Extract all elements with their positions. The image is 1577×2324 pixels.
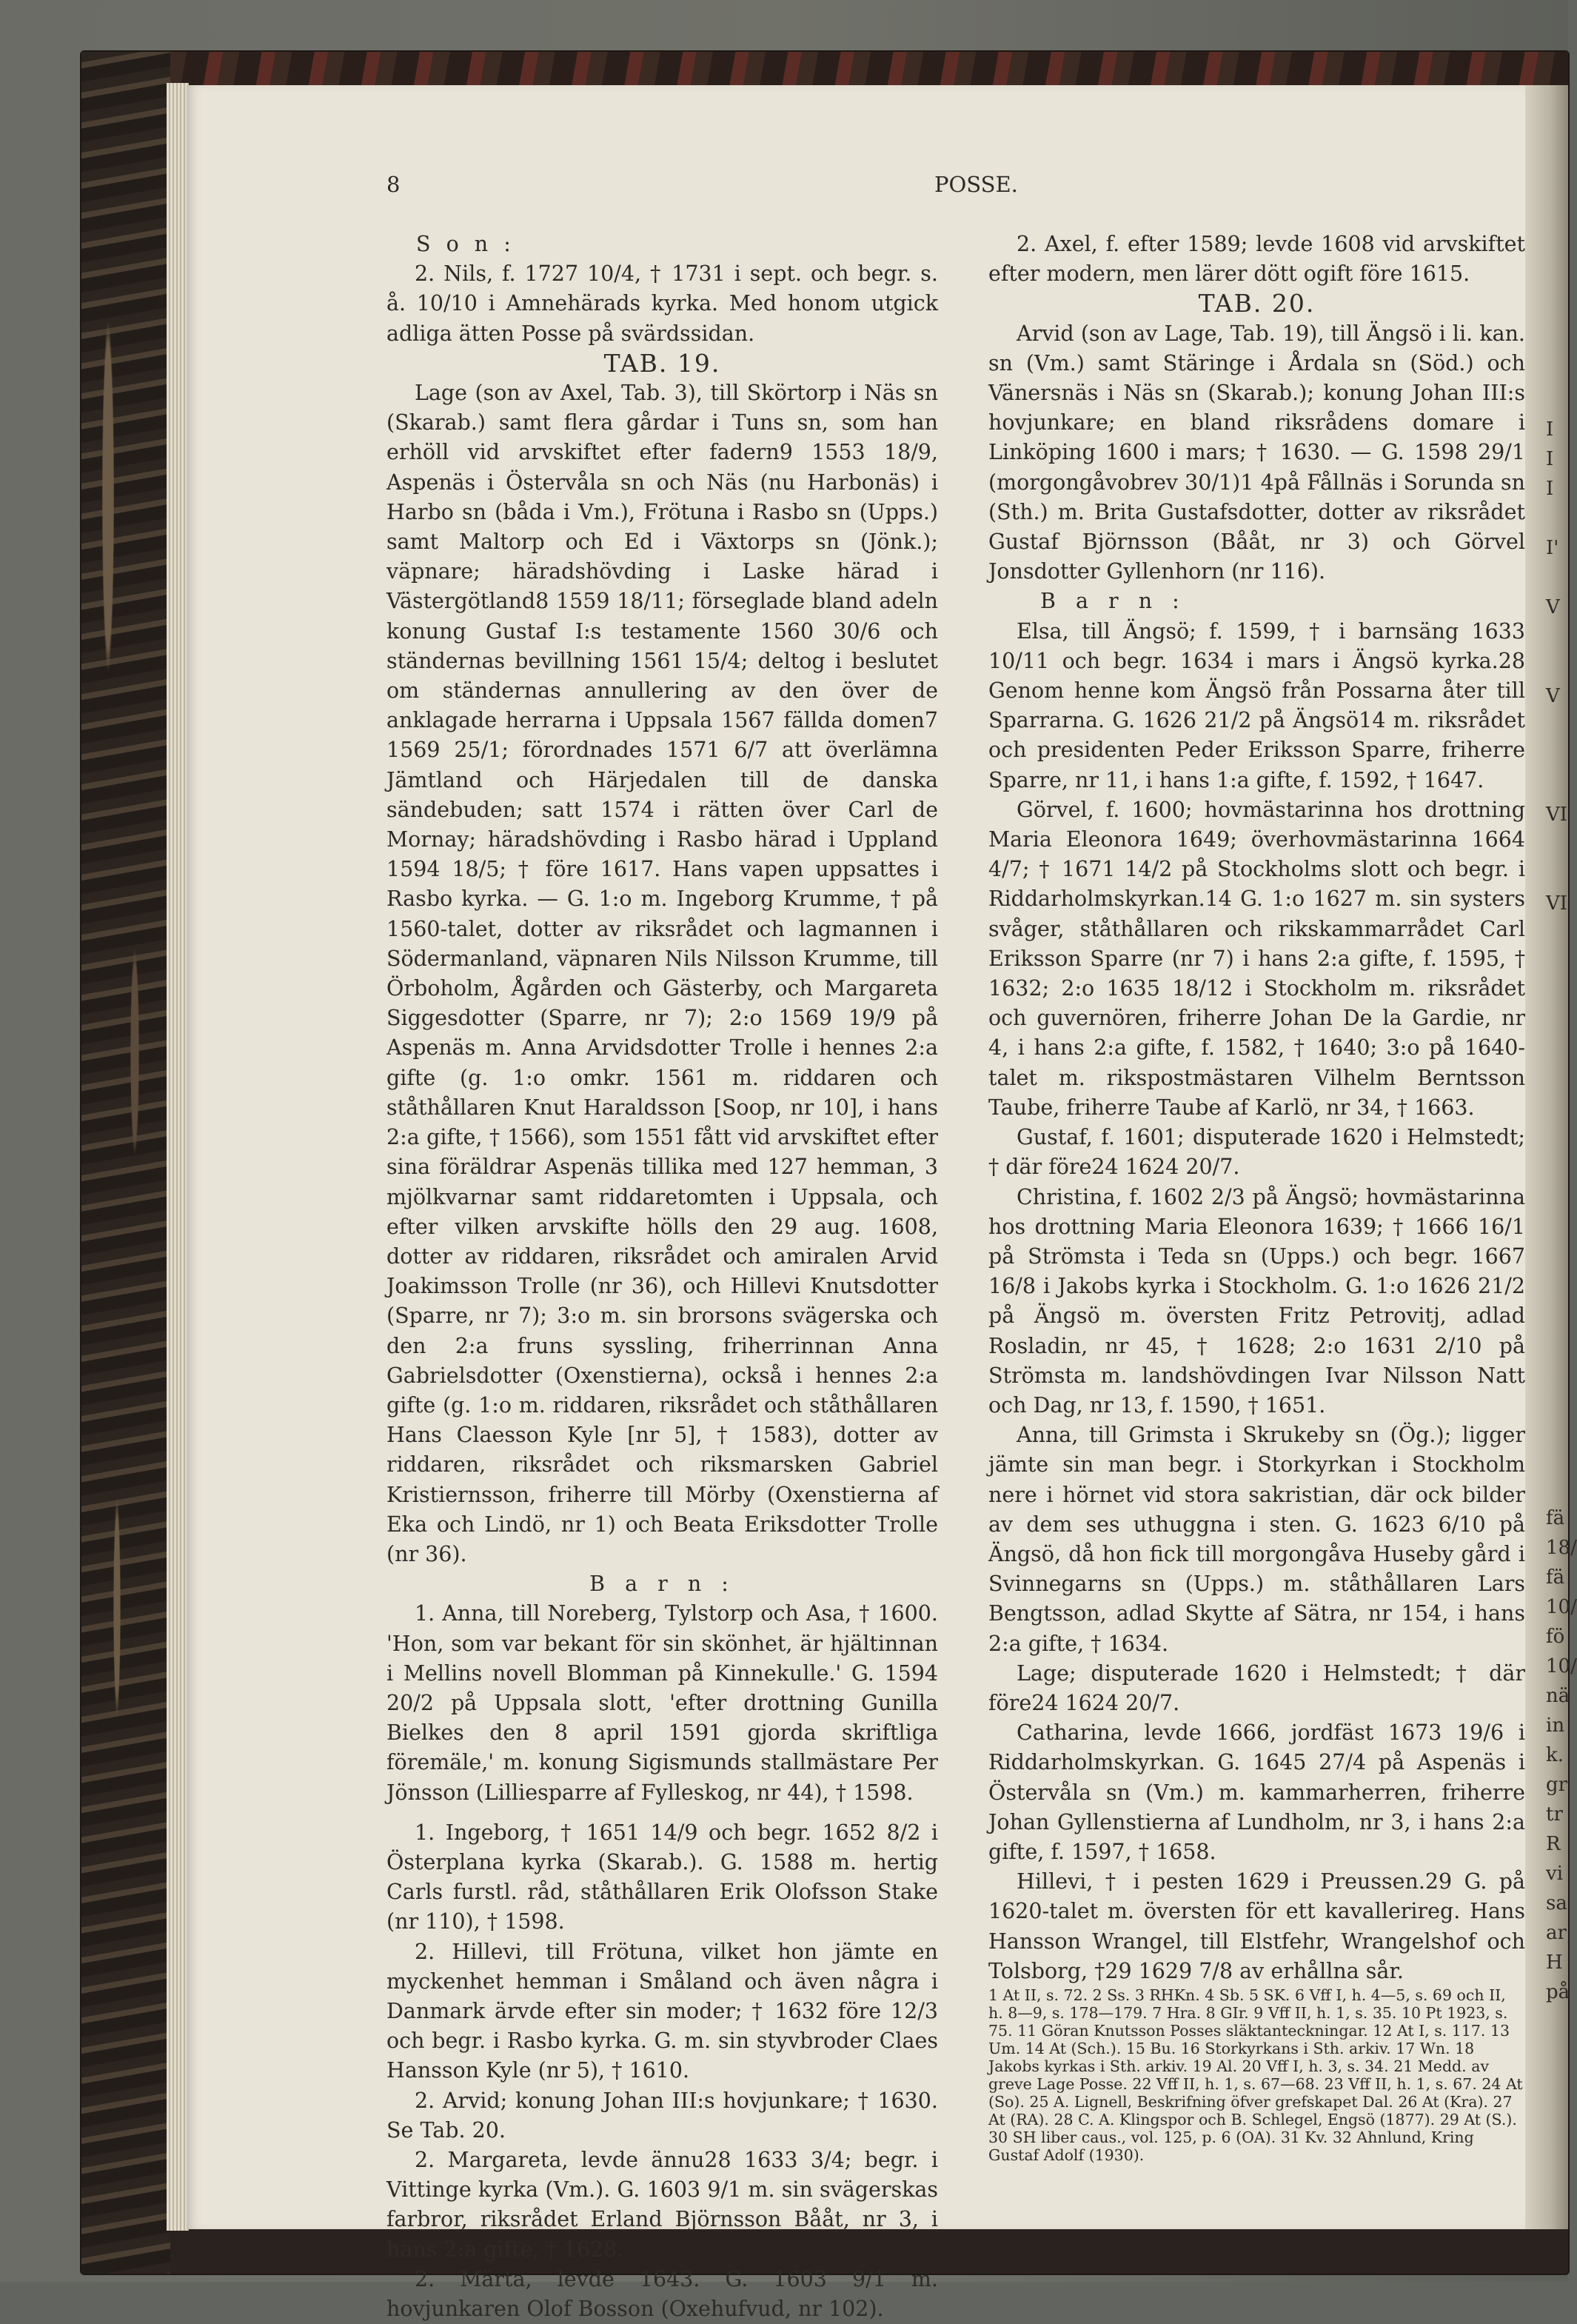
child-hillevi: 2. Hillevi, till Frötuna, vilket hon jämte en myckenhet hemman i Småland och även några i Danmark ärvde efter sin moder; † 1632 före 12/3 och begr. i Rasbo kyrka. G. m. sin styvbroder Claes Hansson Kyle (nr 5), † 1610. [386, 1939, 938, 2083]
next-page-margin [1546, 415, 1577, 2007]
margin-fragment: I [1546, 478, 1554, 500]
margin-fragment: V [1546, 685, 1560, 707]
margin-fragment: ar [1546, 1922, 1567, 1944]
margin-fragment: R [1546, 1833, 1561, 1855]
child-catharina: Catharina, levde 1666, jordfäst 1673 19/6 i Riddarholmskyrkan. G. 1645 27/4 på Aspenäs i Östervåla sn (Vm.) m. kammarherren, friherre Johan Gyllenstierna af Lundholm, nr 3, i hans 2:a gifte, f. 1597, † 1658. [988, 1720, 1525, 1864]
child-hillevi-2: Hillevi, † i pesten 1629 i Preussen.29 G. på 1620-talet m. översten för ett kavallerireg. Hans Hansson Wrangel, till Elstfehr, Wrangelshof och Tolsborg, †29 1629 7/8 av erhållna sår. [988, 1869, 1525, 1983]
margin-fragment: 18/ [1546, 1537, 1577, 1559]
child-margareta: 2. Margareta, levde ännu28 1633 3/4; begr. i Vittinge kyrka (Vm.). G. 1603 9/1 m. sin svägerskas farbror, riksrådet Erland Björnsson Bååt, nr 3, i hans 2:a gifte, † 1628. [386, 2148, 938, 2262]
margin-fragment: 10/ [1546, 1596, 1577, 1618]
margin-fragment: på [1546, 1981, 1570, 2003]
right-column [988, 230, 1525, 2164]
cover-spine-marbled [81, 52, 170, 2274]
margin-fragment: vi [1546, 1863, 1564, 1885]
margin-fragment: sa [1546, 1892, 1567, 1914]
child-gustaf: Gustaf, f. 1601; disputerade 1620 i Helmstedt; † där före24 1624 20/7. [988, 1125, 1525, 1180]
entry-arvid: Arvid (son av Lage, Tab. 19), till Ängsö i li. kan. sn (Vm.) samt Stäringe i Årdala sn (Söd.) och Vänersnäs i Näs sn (Skarab.); konung Johan III:s hovjunkare; en bland riksrådens domare i Linköping 1600 i mars; † 1630. — G. 1598 29/1 (morgongåvobrev 30/1)1 4på Fållnäs i Sorunda sn (Sth.) m. Brita Gustafsdotter, dotter av riksrådet Gustaf Björnsson (Bååt, nr 3) och Görvel Jonsdotter Gyllenhorn (nr 116). [988, 321, 1525, 584]
entry-nils: 2. Nils, f. 1727 10/4, † 1731 i sept. och begr. s. å. 10/10 i Amnehärads kyrka. Med honom utgick adliga ätten Posse på svärdssidan. [386, 261, 938, 346]
child-ingeborg: 1. Ingeborg, † 1651 14/9 och begr. 1652 8/2 i Österplana kyrka (Skarab.). G. 1588 m. hertig Carls furstl. råd, ståthållaren Erik Olofsson Stake (nr 110), † 1598. [386, 1820, 938, 1934]
child-marta: 2. Märta, levde 1643. G. 1603 9/1 m. hovjunkaren Olof Bosson (Oxehufvud, nr 102). [386, 2266, 938, 2322]
child-christina: Christina, f. 1602 2/3 på Ängsö; hovmästarinna hos drottning Maria Eleonora 1639; † 1666 16/1 på Strömsta i Teda sn (Upps.) och begr. 1667 16/8 i Jakobs kyrka i Stockholm. G. 1:o 1626 21/2 på Ängsö m. översten Fritz Petrovitj, adlad Rosladin, nr 45, † 1628; 2:o 1631 2/10 på Strömsta m. landshövdingen Ivar Nilsson Natt och Dag, nr 13, f. 1590, † 1651. [988, 1184, 1525, 1418]
margin-fragment: nä [1546, 1685, 1570, 1707]
margin-fragment: VI [1546, 804, 1568, 826]
tab-20-heading: TAB. 20. [1198, 289, 1316, 318]
left-column [386, 230, 938, 2324]
child-gorvel: Görvel, f. 1600; hovmästarinna hos drottning Maria Eleonora 1649; överhovmästarinna 1664 4/7; † 1671 14/2 på Stockholms slott och begr. i Riddarholmskyrkan.14 G. 1:o 1627 m. sin systers svåger, ståthållaren och rikskammarrådet Carl Eriksson Sparre (nr 7) i hans 2:a gifte, f. 1595, † 1632; 2:o 1635 18/12 i Stockholm m. riksrådet och guvernören, friherre Johan De la Gardie, nr 4, i hans 2:a gifte, f. 1582, † 1640; 3:o på 1640-talet m. rikspostmästaren Vilhelm Berntsson Taube, friherre Taube af Karlö, nr 34, † 1663. [988, 797, 1525, 1120]
page-edges [167, 83, 189, 2231]
margin-fragment: tr [1546, 1803, 1563, 1826]
section-label-barn-2: B a r n : [1040, 589, 1186, 614]
section-label-barn: B a r n : [589, 1572, 735, 1597]
child-axel: 2. Axel, f. efter 1589; levde 1608 vid arvskiftet efter modern, men lärer dött ogift före 1615. [988, 232, 1525, 287]
section-label-son: S o n : [416, 232, 515, 256]
margin-fragment: fä [1546, 1566, 1565, 1589]
footnotes: 1 At II, s. 72. 2 Ss. 3 RHKn. 4 Sb. 5 SK. 6 Vff I, h. 4—5, s. 69 och II, h. 8—9, s. 178—179. 7 Hra. 8 GIr. 9 Vff II, h. 1, s. 35. 10 Pt 1923, s. 75. 11 Göran Knutsson Posses släktanteckningar. 12 At I, s. 117. 13 Um. 14 At (Sch.). 15 Bu. 16 Storkyrkans i Sth. arkiv. 17 Wn. 18 Jakobs kyrkas i Sth. arkiv. 19 Al. 20 Vff I, h. 3, s. 34. 21 Medd. av greve Lage Posse. 22 Vff II, h. 1, s. 67—68. 23 Vff II, h. 1, s. 67. 24 At (So). 25 A. Lignell, Beskrifning öfver grefskapet Dal. 26 At (Kra). 27 At (RA). 28 C. A. Klingspor och B. Schlegel, Engsö (1877). 29 At (S.). 30 SH liber caus., vol. 125, p. 6 (OA). 31 Kv. 32 Ahnlund, Kring Gustaf Adolf (1930). [988, 1986, 1523, 2164]
margin-fragment: I [1546, 448, 1554, 470]
running-title: POSSE. [934, 172, 1018, 197]
child-lage: Lage; disputerade 1620 i Helmstedt; † där före24 1624 20/7. [988, 1660, 1525, 1715]
margin-fragment: 10/ [1546, 1655, 1577, 1677]
child-elsa: Elsa, till Ängsö; f. 1599, † i barnsäng 1633 10/11 och begr. 1634 i mars i Ängsö kyrka.28 Genom henne kom Ängsö från Possarna åter till Sparrarna. G. 1626 21/2 på Ängsö14 m. riksrådet och presidenten Peder Eriksson Sparre, friherre Sparre, nr 11, i hans 1:a gifte, f. 1592, † 1647. [988, 618, 1525, 792]
margin-fragment: I' [1546, 537, 1559, 559]
child-anna-2: Anna, till Grimsta i Skrukeby sn (Ög.); ligger jämte sin man begr. i Storkyrkan i Stockholm nere i hörnet vid stora sakristian, där ock bilder av dem ses uthuggna i sten. G. 1623 6/10 på Ängsö, då hon fick till morgongåva Huseby gård i Svinnegarns sn (Upps.) m. ståthållaren Lars Bengtsson, adlad Skytte af Sätra, nr 154, i hans 2:a gifte, † 1634. [988, 1423, 1525, 1656]
entry-lage: Lage (son av Axel, Tab. 3), till Skörtorp i Näs sn (Skarab.) samt flera gårdar i Tuns sn, som han erhöll vid arvskiftet efter fadern9 1553 18/9, Aspenäs i Östervåla sn och Näs (nu Harbonäs) i Harbo sn (båda i Vm.), Frötuna i Rasbo sn (Upps.) samt Maltorp och Ed i Växtorps sn (Jönk.); väpnare; häradshövding i Laske härad i Västergötland8 1559 18/11; förseglade bland adeln konung Gustaf I:s testamente 1560 30/6 och ständernas bevillning 1561 15/4; deltog i beslutet om ständernas annullering av den över de anklagade herrarna i Uppsala 1567 fällda domen7 1569 25/1; förordnades 1571 6/7 att överlämna Jämtland och Härjedalen till de danska sändebuden; satt 1574 i rätten över Carl de Mornay; häradshövding i Rasbo härad i Uppland 1594 18/5; † före 1617. Hans vapen uppsattes i Rasbo kyrka. — G. 1:o m. Ingeborg Krumme, † på 1560-talet, dotter av riksrådet och lagmannen i Södermanland, väpnaren Nils Nilsson Krumme, till Örboholm, Ågården och Gästerby, och Margareta Siggesdotter (Sparre, nr 7); 2:o 1569 19/9 på Aspenäs m. Anna Arvidsdotter Trolle i hennes 2:a gifte (g. 1:o omkr. 1561 m. riddaren och ståthållaren Knut Haraldsson [Soop, nr 10], i hans 2:a gifte, † 1566), som 1551 fått vid arvskiftet efter sina föräldrar Aspenäs tillika med 127 hemman, 3 mjölkvarnar samt riddaretomten i Uppsala, och efter vilken arvskifte hölls den 29 aug. 1608, dotter av riddaren, riksrådet och amiralen Arvid Joakimsson Trolle (nr 36), och Hillevi Knutsdotter (Sparre, nr 7); 3:o m. sin brorsons svägerska och den 2:a fruns syssling, friherrinnan Anna Gabrielsdotter (Oxenstierna), också i hennes 2:a gifte (g. 1:o m. riddaren, riksrådet och ståthållaren Hans Claesson Kyle [nr 5], † 1583), dotter av riddaren, riksrådet och riksmarsken Gabriel Kristiernsson, friherre till Mörby (Oxenstierna af Eka och Lindö, nr 1) och Beata Eriksdotter Trolle (nr 36). [386, 381, 938, 1566]
margin-fragment: k. [1546, 1744, 1564, 1766]
margin-fragment: gr [1546, 1774, 1568, 1796]
tab-19-heading: TAB. 19. [603, 348, 721, 378]
margin-fragment: fä [1546, 1507, 1565, 1529]
margin-fragment: H [1546, 1951, 1563, 1974]
margin-fragment: VI [1546, 892, 1568, 915]
child-anna: 1. Anna, till Noreberg, Tylstorp och Asa, † 1600. 'Hon, som var bekant för sin skönhet, är hjältinnan i Mellins novell Blomman på Kinnekulle.' G. 1594 20/2 på Uppsala slott, 'efter drottning Gunilla Bielkes den 8 april 1591 gjorda skriftliga föremäle,' m. konung Sigismunds stallmästare Per Jönsson (Lilliesparre af Fylleskog, nr 44), † 1598. [386, 1601, 938, 1805]
margin-fragment: V [1546, 596, 1560, 618]
margin-fragment: in [1546, 1714, 1565, 1737]
margin-fragment: I [1546, 418, 1554, 441]
margin-fragment: fö [1546, 1626, 1565, 1648]
child-arvid: 2. Arvid; konung Johan III:s hovjunkare; † 1630. Se Tab. 20. [386, 2088, 938, 2143]
page-number: 8 [386, 172, 401, 197]
